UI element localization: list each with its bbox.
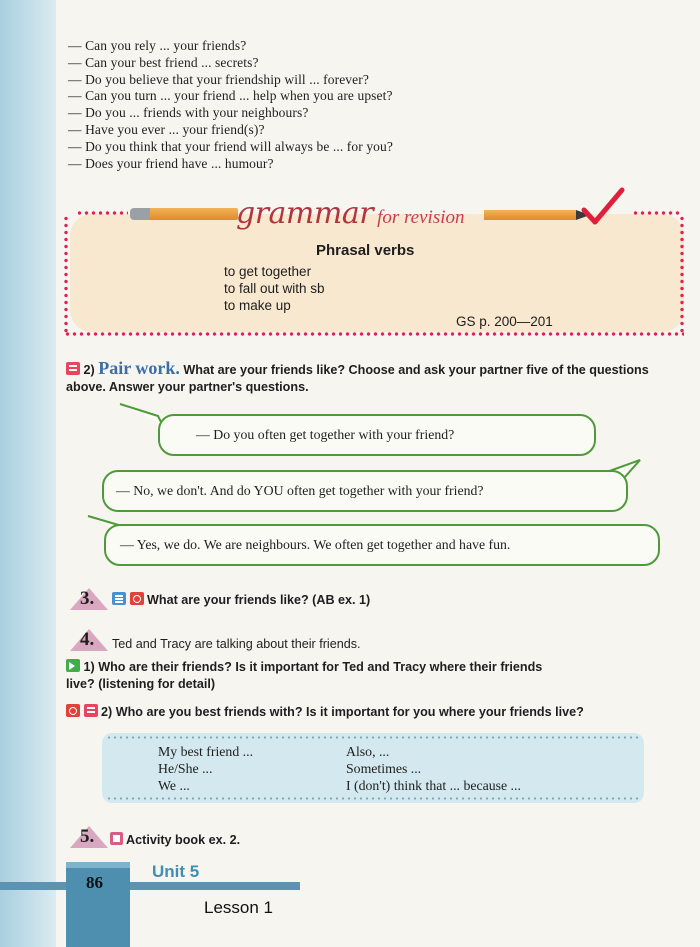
question-item: — Can you rely ... your friends?	[68, 38, 247, 53]
grammar-word: grammar	[236, 196, 374, 231]
footer-bar	[0, 882, 300, 890]
phrasal-verb: to make up	[224, 297, 291, 313]
question-item: — Have you ever ... your friend(s)?	[68, 121, 265, 137]
task-4-part-1-line-2: live? (listening for detail)	[66, 677, 216, 691]
grammar-title	[236, 196, 465, 231]
page-margin-band	[0, 0, 56, 947]
dotted-border	[64, 215, 68, 333]
speech-bubble	[102, 470, 628, 512]
question-list	[68, 38, 393, 172]
pair-work-title: Pair work.	[98, 358, 180, 378]
phrase: He/She ...	[158, 761, 213, 776]
workbook-icon	[130, 592, 144, 605]
checkmark-icon	[580, 186, 626, 228]
dotted-border	[106, 797, 640, 800]
for-revision-word: for revision	[377, 207, 465, 228]
question-item: — Does your friend have ... humour?	[68, 155, 274, 171]
dotted-border	[632, 211, 682, 215]
phrase: Also, ...	[346, 744, 390, 759]
dotted-border	[64, 332, 684, 336]
dotted-border	[76, 211, 128, 215]
task-4-part-2-text: 2) Who are you best friends with? Is it important for you where your friends live?	[101, 705, 584, 719]
task-3-number: 3.	[80, 588, 95, 609]
phrasal-verb: to get together	[224, 264, 312, 279]
unit-label: Unit 5	[152, 862, 200, 881]
task-4-number: 4.	[80, 629, 95, 650]
question-item: — Do you ... friends with your neighbours?	[68, 105, 309, 121]
dialogue-line: — Do you often get together with your friend?	[196, 427, 455, 442]
pencil-icon	[134, 208, 238, 220]
task-4-part-1	[66, 659, 542, 676]
writing-icon	[112, 592, 126, 605]
dialogue-line: — Yes, we do. We are neighbours. We often get together and have fun.	[120, 537, 511, 552]
task-3-instruction	[112, 592, 370, 609]
task-5-instruction	[110, 832, 240, 849]
task-5-text: Activity book ex. 2.	[126, 833, 241, 847]
grammar-reference: GS p. 200—201	[456, 314, 553, 329]
task-5-number: 5.	[80, 826, 95, 847]
phrase: I (don't) think that ... because ...	[346, 778, 521, 793]
phrasal-verb-list	[224, 264, 325, 314]
task-4-intro: Ted and Tracy are talking about their friends.	[112, 637, 361, 651]
grammar-box	[70, 214, 684, 332]
question-item: — Do you think that your friend will always be ... for you?	[68, 138, 393, 154]
listening-icon	[66, 659, 80, 672]
task-2-number: 2)	[83, 363, 95, 377]
pencil-icon	[484, 210, 576, 220]
task-2-text: What are your friends like? Choose and ask your partner five of the questions above. Answer your partner's questions.	[66, 363, 649, 394]
phrase: We ...	[158, 778, 190, 793]
phrase: Sometimes ...	[346, 761, 422, 776]
phrase-column-right	[346, 743, 521, 794]
task-3-text: What are your friends like? (AB ex. 1)	[147, 593, 371, 607]
phrasal-verb: to fall out with sb	[224, 280, 325, 296]
dotted-border	[680, 215, 684, 333]
task-2-instruction	[66, 360, 656, 396]
book-icon	[84, 704, 98, 717]
task-4-part-2	[66, 704, 584, 721]
dotted-border	[106, 736, 640, 739]
question-item: — Can your best friend ... secrets?	[68, 54, 259, 70]
phrase-box	[102, 733, 644, 803]
book-icon	[66, 362, 80, 375]
phrase-column-left	[158, 743, 253, 794]
workbook-icon	[66, 704, 80, 717]
activity-book-icon	[110, 832, 123, 845]
phrasal-verbs-heading: Phrasal verbs	[316, 242, 415, 259]
speech-bubble	[158, 414, 596, 456]
task-3-number-badge	[70, 588, 104, 608]
task-4-number-badge	[70, 629, 104, 649]
phrase: My best friend ...	[158, 744, 254, 759]
question-item: — Do you believe that your friendship will ... forever?	[68, 71, 369, 87]
speech-bubble	[104, 524, 660, 566]
question-item: — Can you turn ... your friend ... help when you are upset?	[68, 88, 393, 104]
page-number: 86	[86, 873, 103, 892]
lesson-label: Lesson 1	[204, 898, 273, 917]
task-4-part-1-line-1: 1) Who are their friends? Is it important for Ted and Tracy where their friends	[83, 660, 543, 674]
dialogue-line: — No, we don't. And do YOU often get together with your friend?	[116, 483, 484, 498]
task-5-number-badge	[70, 826, 104, 846]
